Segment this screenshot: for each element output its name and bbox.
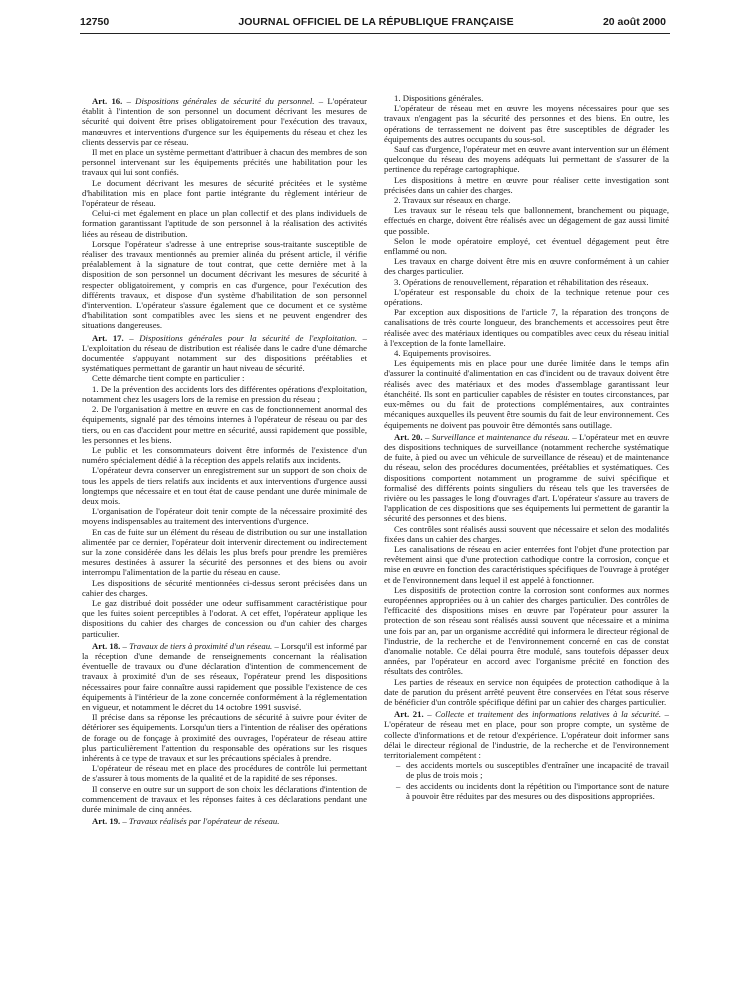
paragraph xyxy=(384,175,669,195)
paragraph xyxy=(82,445,367,465)
paragraph xyxy=(384,195,669,205)
article-number: Art. 21. xyxy=(394,709,424,720)
paragraph xyxy=(384,93,669,103)
paragraph xyxy=(82,373,367,383)
paragraph xyxy=(82,598,367,639)
paragraph-text: 4. Equipements provisoires. xyxy=(394,348,491,359)
paragraph xyxy=(384,358,669,429)
article-text: L'exploitation du réseau de distribution est réalisée dans le cadre d'une démarche documentée s'appuyant notamment sur des dispositions préétablies et systématiques permettant de garantir un haut niveau de sécurité. xyxy=(82,342,367,374)
paragraph-text: Les travaux sur le réseau tels que ballonnement, branchement ou piquage, effectués en charge, doivent être réalisés avec un dégagement de gaz aussi limité que possible. xyxy=(384,205,669,236)
paragraph-text: Le document décrivant les mesures de sécurité précitées et le système d'habilitation mis en place font partie intégrante du règlement intérieur de l'opérateur de réseau. xyxy=(82,177,367,209)
paragraph-text: Ces contrôles sont réalisés aussi souvent que nécessaire et selon des modalités fixées dans un cahier des charges. xyxy=(384,523,669,544)
article-text: Lorsqu'il est informé par la réception d'une demande de renseignements concernant la réalisation éventuelle de travaux ou d'une déclaration d'intention de commencement de travaux à proximité d'un de ses réseaux, l'opérateur prend les dispositions nécessaires pour faire connaître aussi rapidement que possible l'existence de ces équipements à l'intérieur de la zone concernée conformément à la réglementation en vigueur, et notamment le décret du 14 octobre 1991 susvisé. xyxy=(82,640,368,712)
list-item-text: des accidents ou incidents dont la répétition ou l'importance sont de nature à pouvoir être réduites par des mesures ou des dispositions appropriées. xyxy=(406,780,669,801)
paragraph-text: L'opérateur de réseau met en œuvre les moyens nécessaires pour que ses travaux n'engagent pas la sécurité des personnes et des biens. En outre, les opérations de terrassement ne doivent pas être susceptibles de dégrader les équipements des autres occupants du sous-sol. xyxy=(384,103,669,144)
article-number: Art. 19. xyxy=(92,816,121,827)
article-title: Dispositions générales pour la sécurité de l'exploitation. xyxy=(139,332,358,343)
paragraph-text: Les canalisations de réseau en acier enterrées font l'objet d'une protection par revêtement ainsi que d'une protection cathodique contre la corrosion, conçue et mise en œuvre en fonction des caractéristiques spécifiques de l'ouvrage à protéger et de l'environnement dans lequel il est appelé à fonctionner. xyxy=(384,543,670,585)
paragraph xyxy=(384,103,669,144)
paragraph xyxy=(384,205,669,236)
paragraph-text: Le gaz distribué doit posséder une odeur suffisamment caractéristique pour que les fuites soient perceptibles à l'odorat. A cet effet, l'opérateur applique les dispositions du cahier des charges de concession ou d'un cahier des charges particulier. xyxy=(82,597,367,639)
paragraph-text: Celui-ci met également en place un plan collectif et des plans individuels de formation garantissant l'aptitude de son personnel à la réalisation des activités liées au réseau de distribution. xyxy=(82,208,367,239)
paragraph-text: Les travaux en charge doivent être mis en œuvre conformément à un cahier des charges particulier. xyxy=(384,256,669,277)
article-number: Art. 20. xyxy=(394,431,423,442)
journal-title: JOURNAL OFFICIEL DE LA RÉPUBLIQUE FRANÇAISE xyxy=(238,16,514,28)
list-item xyxy=(384,760,669,780)
article-title: Travaux de tiers à proximité d'un réseau. xyxy=(129,640,273,651)
paragraph xyxy=(384,307,669,348)
paragraph xyxy=(82,147,367,178)
paragraph-text: Lorsque l'opérateur s'adresse à une entreprise sous-traitante susceptible de réaliser des travaux mentionnés au premier alinéa du présent article, il vérifie préalablement à la signature de tout contrat, que cette dernière met à la disposition de son personnel un document décrivant les mesures de sécurité à respecter obligatoirement, y compris en cas d'urgence, pour l'exécution des différents travaux, et dispose d'un système d'habilitation de son personnel d'intervention. L'opérateur s'assure également que ce document et ce système d'habilitation sont compatibles avec les siens et ne peuvent engendrer des situations dangereuses. xyxy=(82,238,367,331)
dash-bullet: – xyxy=(396,760,401,771)
paragraph-text: Les dispositifs de protection contre la corrosion sont conformes aux normes européennes appropriées ou à un cahier des charges particulier. Des contrôles de l'efficacité des dispositions mises en œuvre par l'opérateur pour assurer la protection de son réseau sont réalisés aussi souvent que nécessaire et a minima une fois par an, par un organisme accrédité qui informera le directeur régional de l'industrie, de la recherche et de l'environnement concerné en cas de constat d'anomalie notable. Ce délai pourra être modulé, sans toutefois dépasser deux années, par l'opérateur en accord avec l'organisme précité en fonction des résultats des contrôles. xyxy=(384,584,669,677)
paragraph-text: 1. De la prévention des accidents lors des différentes opérations d'exploitation, notamment chez les usagers lors de la remise en pression du réseau ; xyxy=(82,383,367,404)
notification-list xyxy=(384,760,669,801)
paragraph-text: Les dispositions à mettre en œuvre pour réaliser cette investigation sont précisées dans un cahier des charges. xyxy=(384,174,669,195)
article-title: Surveillance et maintenance du réseau. xyxy=(431,431,570,442)
article-paragraph: Art. 17. – Dispositions générales pour la sécurité de l'exploitation. – L'exploitation du réseau de distribution est réalisée dans le cadre d'une démarche documentée s'appuyant notamment sur des dispositions préétablies et systématiques permettant de garantir un haut niveau de sécurité. xyxy=(82,332,368,374)
article-title: Dispositions générales de sécurité du personnel. xyxy=(135,96,315,106)
article-paragraph: Art. 19. – Travaux réalisés par l'opérateur de réseau. xyxy=(92,816,280,827)
right-column xyxy=(384,93,669,801)
paragraph xyxy=(82,208,367,239)
paragraph xyxy=(82,712,367,763)
paragraph-text: Les équipements mis en place pour une durée limitée dans le temps afin d'assurer la continuité d'alimentation en cas d'incident ou de travaux doivent être réalisés avec des matériaux et des modes d'assemblage garantissant leur étanchéité. Ils sont en particulier capables de résister en toutes circonstances, par eux-mêmes ou du fait de protections complémentaires, aux contraintes mécaniques auxquelles ils peuvent être soumis du fait de leur environnement. Ces équipements ne doivent pas pouvoir être démontés sans outillage. xyxy=(384,358,669,430)
dash-bullet: – xyxy=(396,780,401,791)
paragraph-text: Le public et les consommateurs doivent être informés de l'existence d'un numéro spécialement dédié à la réception des appels relatifs aux incidents. xyxy=(82,444,367,466)
article-paragraph: Art. 21. – Collecte et traitement des informations relatives à la sécurité. – L'opérateur de réseau met en place, pour son propre compte, un système de collecte d'informations et de retour d'expérience. L'opérateur doit informer sans délai le directeur régional de l'industrie, de la recherche et de l'environnement territorialement compétent : xyxy=(384,709,670,760)
paragraph xyxy=(384,287,669,307)
paragraph xyxy=(82,578,367,598)
issue-date: 20 août 2000 xyxy=(602,16,666,28)
paragraph xyxy=(82,763,367,783)
paragraph xyxy=(384,585,669,677)
article-text: L'opérateur met en œuvre des dispositions techniques de surveillance (notamment recherche systématique de fuite, à pied ou avec un véhicule de surveillance de réseau) et de maintenance du réseau, selon des procédures documentées, préétablies et systématiques. Ces dispositions comportent notamment un programme de suivi spécifique et formalisé des différents points singuliers du réseau tels que les traversées de rivière ou les passages le long d'ouvrages d'art. L'opérateur s'assure au travers de l'application de ces dispositions que ses équipements lui permettent de garantir la sécurité des personnes et des biens. xyxy=(384,431,669,524)
paragraph-text: En cas de fuite sur un élément du réseau de distribution ou sur une installation alimentée par ce dernier, l'opérateur doit intervenir directement ou indirectement sur la zone considérée dans les délais les plus brefs pour prendre les premières mesures destinées à assurer la sécurité des personnes et des biens ou avoir interrompu l'alimentation de la partie du réseau en cause. xyxy=(82,526,367,578)
paragraph xyxy=(384,256,669,276)
paragraph xyxy=(384,277,669,287)
paragraph xyxy=(82,404,367,445)
list-item xyxy=(384,781,669,801)
paragraph xyxy=(82,178,367,209)
article-number: Art. 17. xyxy=(92,332,124,343)
paragraph-text: L'organisation de l'opérateur doit tenir compte de la nécessaire proximité des moyens indispensables au traitement des interventions d'urgence. xyxy=(82,506,367,527)
paragraph-text: L'opérateur de réseau met en place des procédures de contrôle lui permettant de s'assurer à tous moments de la qualité et de la rapidité de ses réponses. xyxy=(82,763,367,784)
article-paragraph: Art. 18. – Travaux de tiers à proximité d'un réseau. – Lorsqu'il est informé par la réception d'une demande de renseignements concernant la réalisation éventuelle de travaux ou d'une déclaration d'intention de commencement de travaux à proximité d'un de ses réseaux, l'opérateur prend les dispositions nécessaires pour faire connaître aussi rapidement que possible l'existence de ces équipements à l'intérieur de la zone concernée conformément à la réglementation en vigueur, et notamment le décret du 14 octobre 1991 susvisé. xyxy=(82,640,368,712)
paragraph-text: L'opérateur devra conserver un enregistrement sur un support de son choix de tous les appels de tiers relatifs aux incidents et aux interventions d'urgence aussi longtemps que nécessaire et en tout état de cause pendant une durée minimale de deux mois. xyxy=(82,465,367,506)
paragraph-text: Les dispositions de sécurité mentionnées ci-dessus seront précisées dans un cahier des charges. xyxy=(82,577,367,598)
paragraph xyxy=(384,544,669,585)
paragraph xyxy=(82,506,367,526)
paragraph-text: Les parties de réseaux en service non équipées de protection cathodique à la date de parution du présent arrêté peuvent être conservées en l'état sous réserve de bénéficier d'un contrôle spécifique défini par un cahier des charges particulier. xyxy=(384,676,669,707)
paragraph-text: 2. Travaux sur réseaux en charge. xyxy=(394,195,511,206)
paragraph xyxy=(82,239,367,331)
list-item-text: des accidents mortels ou susceptibles d'entraîner une incapacité de travail de plus de trois mois ; xyxy=(406,760,669,781)
header-rule xyxy=(80,33,670,34)
paragraph-text: L'opérateur est responsable du choix de la technique retenue pour ces opérations. xyxy=(384,286,669,308)
paragraph-text: Il met en place un système permettant d'attribuer à chacun des membres de son personnel intervenant sur les équipements précités une habilitation pour les travaux qui lui sont confiés. xyxy=(82,147,367,178)
article-text: L'opérateur de réseau met en place, pour son propre compte, un système de collecte d'informations et de retour d'expérience. L'opérateur doit informer sans délai le directeur régional de l'industrie, de la recherche et de l'environnement territorialement compétent : xyxy=(384,719,669,760)
paragraph-text: Par exception aux dispositions de l'article 7, la réparation des tronçons de canalisations de très courte longueur, des branchements et accessoires peut être réalisée avec des matériaux identiques ou compatibles avec ceux du réseau initial à l'exception de la fonte lamellaire. xyxy=(384,307,669,348)
paragraph xyxy=(82,384,367,404)
paragraph-text: Il conserve en outre sur un support de son choix les déclarations d'intention de commencement de travaux et les réponses faites à ces déclarations pendant une durée minimale de cinq années. xyxy=(82,783,367,815)
paragraph-text: Selon le mode opératoire employé, cet éventuel dégagement peut être enflammé ou non. xyxy=(384,235,669,257)
paragraph-text: Sauf cas d'urgence, l'opérateur met en œuvre avant intervention sur un élément quelconque du réseau des moyens adéquats lui permettant de s'assurer de la pertinence du repérage cartographique. xyxy=(384,144,669,175)
paragraph-text: Cette démarche tient compte en particulier : xyxy=(92,373,245,384)
paragraph xyxy=(384,348,669,358)
paragraph xyxy=(384,677,669,708)
paragraph-text: Il précise dans sa réponse les précautions de sécurité à suivre pour éviter de détériorer ses équipements. Lorsqu'un tiers a l'intention de réaliser des opérations de forage ou de fonçage à proximité des ouvrages, l'opérateur de réseau attire plus particulièrement l'attention du responsable des opérations sur les risques inhérents à ce type de travaux et sur les précautions spéciales à prendre. xyxy=(82,712,367,763)
paragraph xyxy=(384,144,669,175)
paragraph-text: 3. Opérations de renouvellement, réparation et réhabilitation des réseaux. xyxy=(394,276,649,287)
article-text: L'opérateur établit à l'intention de son personnel un document décrivant les mesures de sécurité qui doivent être prises obligatoirement pour l'exécution des travaux, manœuvres et interventions d'urgence sur les équipements du réseau et chez les clients desservis par ce réseau. xyxy=(82,96,368,147)
article-number: Art. 16. xyxy=(92,96,123,106)
paragraph xyxy=(82,527,367,578)
article-paragraph: Art. 16. – Dispositions générales de sécurité du personnel. – L'opérateur établit à l'intention de son personnel un document décrivant les mesures de sécurité qui doivent être prises obligatoirement pour l'exécution des travaux, manœuvres et interventions d'urgence sur les équipements du réseau et chez les clients desservis par ce réseau. xyxy=(82,96,368,147)
paragraph-text: 2. De l'organisation à mettre en œuvre en cas de fonctionnement anormal des équipements, signalé par des témoins internes à l'opérateur de réseau ou par des tiers, ou en cas d'accident pour mettre en sécurité, aussi rapidement que possible, les personnes et les biens. xyxy=(82,404,367,445)
paragraph-text: 1. Dispositions générales. xyxy=(394,93,484,103)
article-title: Travaux réalisés par l'opérateur de réseau. xyxy=(128,816,280,827)
left-column xyxy=(82,94,367,826)
page-number: 12750 xyxy=(80,16,110,28)
article-title: Collecte et traitement des informations relatives à la sécurité. xyxy=(435,709,662,720)
paragraph xyxy=(82,465,367,506)
article-number: Art. 18. xyxy=(92,640,121,651)
paragraph xyxy=(384,524,669,544)
article-paragraph: Art. 20. – Surveillance et maintenance du réseau. – L'opérateur met en œuvre des dispositions techniques de surveillance (notamment recherche systématique de fuite, à pied ou avec un véhicule de surveillance de réseau) et de maintenance du réseau, selon des procédures documentées, préétablies et systématiques. Ces dispositions comportent notamment un programme de suivi spécifique et formalisé des différents points singuliers du réseau tels que les traversées de rivière ou les passages le long d'ouvrages d'art. L'opérateur s'assure au travers de l'application de ces dispositions que ses équipements lui permettent de garantir la sécurité des personnes et des biens. xyxy=(384,431,669,524)
paragraph xyxy=(82,784,367,815)
paragraph xyxy=(384,236,669,256)
